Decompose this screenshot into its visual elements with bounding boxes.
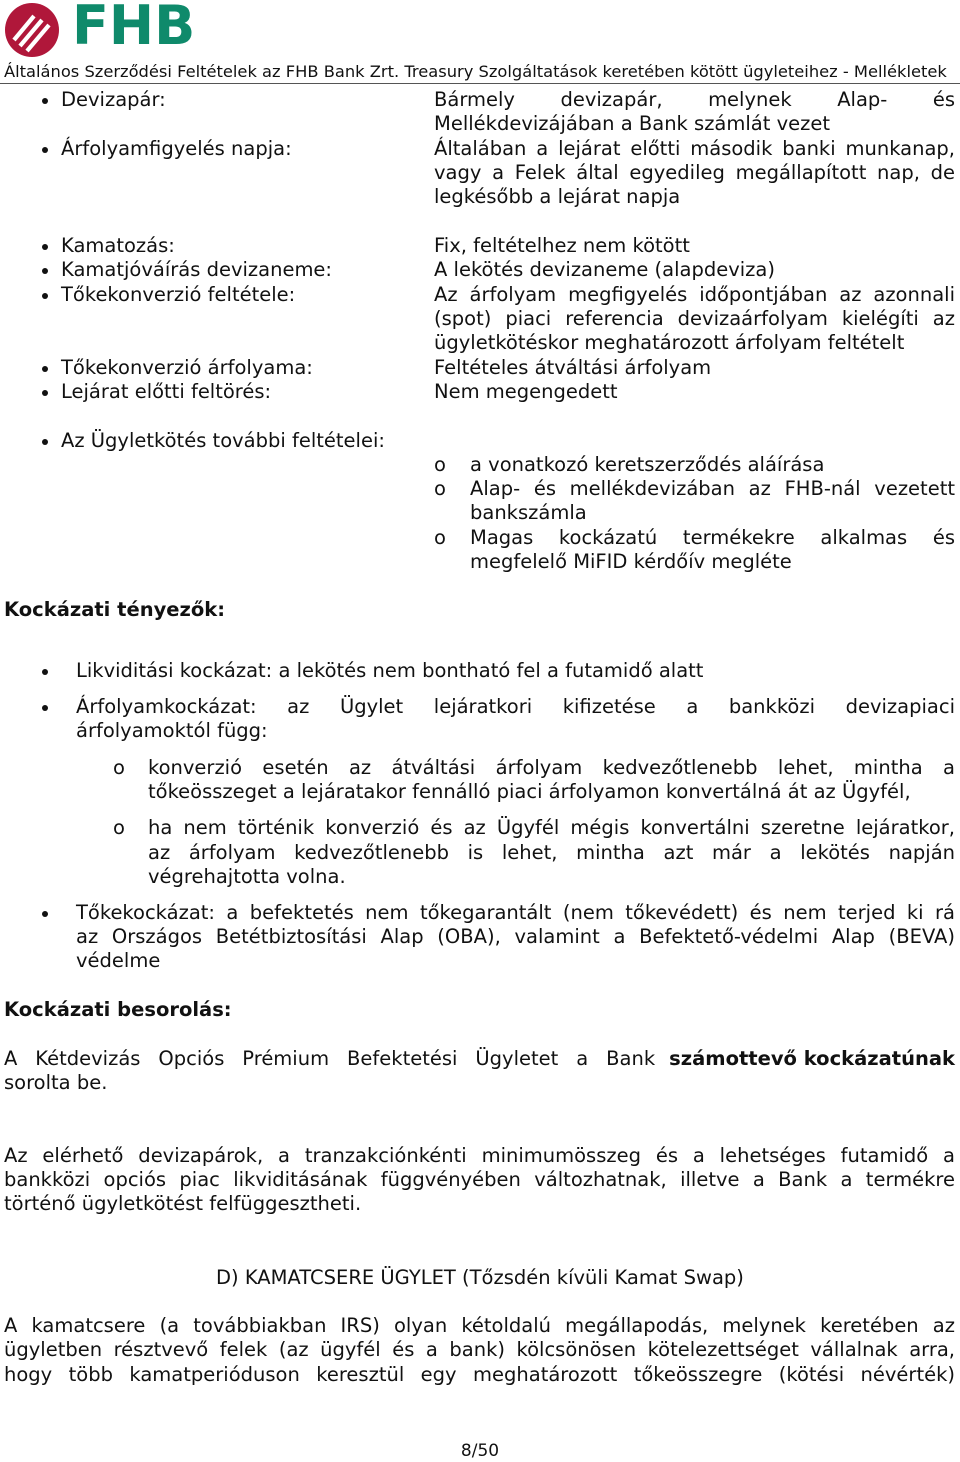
bullet-icon bbox=[42, 366, 48, 372]
paragraph-line: bankközi opciós piac likviditásának függvényében változhatnak, illetve a Bank a termékre bbox=[4, 1168, 955, 1191]
risk-liquidity: Likviditási kockázat: a lekötés nem bontható fel a futamidő alatt bbox=[76, 659, 704, 682]
bullet-icon bbox=[42, 98, 48, 104]
bullet-icon bbox=[42, 147, 48, 153]
term-label-kamatjovairas: Kamatjóváírás devizaneme: bbox=[61, 258, 333, 281]
term-value-line: Mellékdevizájában a Bank számlát vezet bbox=[434, 112, 831, 135]
risk-fx-sub-line: az árfolyam kedvezőtlenebb is lehet, mintha azt már a lekötés napján bbox=[148, 841, 955, 864]
bullet-icon bbox=[42, 705, 48, 711]
condition-line: megfelelő MiFID kérdőív megléte bbox=[470, 550, 792, 573]
term-value-line: Az árfolyam megfigyelés időpontjában az azonnali bbox=[434, 283, 955, 306]
brand-logo-text: FHB bbox=[72, 0, 196, 57]
term-label-devizapar: Devizapár: bbox=[61, 88, 166, 111]
term-label-tokekonverzio-feltetele: Tőkekonverzió feltétele: bbox=[61, 283, 296, 306]
risk-capital-line: Tőkekockázat: a befektetés nem tőkegarantált (nem tőkevédett) és nem terjed ki rá bbox=[76, 901, 955, 924]
term-value-line: Általában a lejárat előtti második banki munkanap, bbox=[434, 137, 955, 160]
risk-fx-sub-line: tőkeösszeget a lejáratakor fennálló piaci árfolyamon konvertálná át az Ügyfél, bbox=[148, 780, 911, 803]
classification-line bbox=[4, 1047, 955, 1071]
risk-fx-line: Árfolyamkockázat: az Ügylet lejáratkori kifizetése a bankközi devizapiaci bbox=[76, 695, 955, 718]
risk-capital-line: védelme bbox=[76, 949, 161, 972]
condition-line: Alap- és mellékdevizában az FHB-nál vezetett bbox=[470, 477, 955, 500]
bullet-icon bbox=[42, 244, 48, 250]
bullet-icon bbox=[42, 911, 48, 917]
bullet-icon bbox=[42, 293, 48, 299]
term-value-line: Fix, feltételhez nem kötött bbox=[434, 234, 690, 257]
bullet-icon bbox=[42, 268, 48, 274]
term-value-line: Bármely devizapár, melynek Alap- és bbox=[434, 88, 955, 111]
term-label-arfolyamfigyeles: Árfolyamfigyelés napja: bbox=[61, 137, 292, 160]
risk-fx-sub-line: ha nem történik konverzió és az Ügyfél mégis konvertálni szeretne lejáratkor, bbox=[148, 816, 955, 839]
sub-bullet-marker: o bbox=[113, 816, 125, 839]
paragraph-line: hogy több kamatperióduson keresztül egy meghatározott tőkeösszegre (kötési névérték) bbox=[4, 1363, 955, 1386]
term-value-line: Feltételes átváltási árfolyam bbox=[434, 356, 712, 379]
paragraph-line: ügyletben résztvevő felek (az ügyfél és a bank) kölcsönösen kötelezettséget vállalnak arra, bbox=[4, 1338, 955, 1361]
risk-fx-line: árfolyamoktól függ: bbox=[76, 719, 268, 742]
page-number: 8/50 bbox=[460, 1441, 500, 1461]
header-divider bbox=[0, 83, 960, 84]
term-value-line: ügyletkötéskor meghatározott árfolyam feltételt bbox=[434, 331, 905, 354]
risk-classification-heading: Kockázati besorolás: bbox=[4, 998, 232, 1021]
term-value-line: legkésőbb a lejárat napja bbox=[434, 185, 681, 208]
term-value-line: A lekötés devizaneme (alapdeviza) bbox=[434, 258, 775, 281]
bullet-icon bbox=[42, 439, 48, 445]
term-label-tovabbi-feltetelek: Az Ügyletkötés további feltételei: bbox=[61, 429, 385, 452]
term-value-line: Nem megengedett bbox=[434, 380, 618, 403]
term-label-lejarat-feltores: Lejárat előtti feltörés: bbox=[61, 380, 272, 403]
fhb-logo-icon bbox=[4, 2, 60, 58]
condition-line: Magas kockázatú termékekre alkalmas és bbox=[470, 526, 955, 549]
paragraph-line: történő ügyletkötést felfüggesztheti. bbox=[4, 1192, 362, 1215]
risk-factors-heading: Kockázati tényezők: bbox=[4, 598, 226, 621]
condition-line: a vonatkozó keretszerződés aláírása bbox=[470, 453, 825, 476]
classification-emphasis: számottevő kockázatúnak bbox=[669, 1047, 955, 1070]
bullet-icon bbox=[42, 390, 48, 396]
sub-bullet-marker: o bbox=[434, 453, 446, 476]
condition-line: bankszámla bbox=[470, 501, 587, 524]
term-label-kamatozas: Kamatozás: bbox=[61, 234, 175, 257]
term-label-tokekonverzio-arfolyama: Tőkekonverzió árfolyama: bbox=[61, 356, 313, 379]
classification-line-2: sorolta be. bbox=[4, 1071, 108, 1094]
paragraph-line: Az elérhető devizapárok, a tranzakciónkénti minimumösszeg és a lehetséges futamidő a bbox=[4, 1144, 955, 1167]
paragraph-line: A kamatcsere (a továbbiakban IRS) olyan kétoldalú megállapodás, melynek keretében az bbox=[4, 1314, 955, 1337]
sub-bullet-marker: o bbox=[113, 756, 125, 779]
section-d-title: D) KAMATCSERE ÜGYLET (Tőzsdén kívüli Kamat Swap) bbox=[216, 1266, 744, 1289]
sub-bullet-marker: o bbox=[434, 526, 446, 549]
document-header-title: Általános Szerződési Feltételek az FHB Bank Zrt. Treasury Szolgáltatások keretében kötött ügyleteihez - Mellékletek bbox=[4, 62, 947, 81]
risk-capital-line: az Országos Betétbiztosítási Alap (OBA), valamint a Befektető-védelmi Alap (BEVA) bbox=[76, 925, 955, 948]
term-value-line: vagy a Felek által egyedileg megállapított nap, de bbox=[434, 161, 955, 184]
term-value-line: (spot) piaci referencia devizaárfolyam kielégíti az bbox=[434, 307, 955, 330]
risk-fx-sub-line: konverzió esetén az átváltási árfolyam kedvezőtlenebb lehet, mintha a bbox=[148, 756, 955, 779]
risk-fx-sub-line: végrehajtotta volna. bbox=[148, 865, 346, 888]
sub-bullet-marker: o bbox=[434, 477, 446, 500]
bullet-icon bbox=[42, 669, 48, 675]
classification-text: A Kétdevizás Opciós Prémium Befektetési Ügyletet a Bank bbox=[4, 1047, 656, 1070]
